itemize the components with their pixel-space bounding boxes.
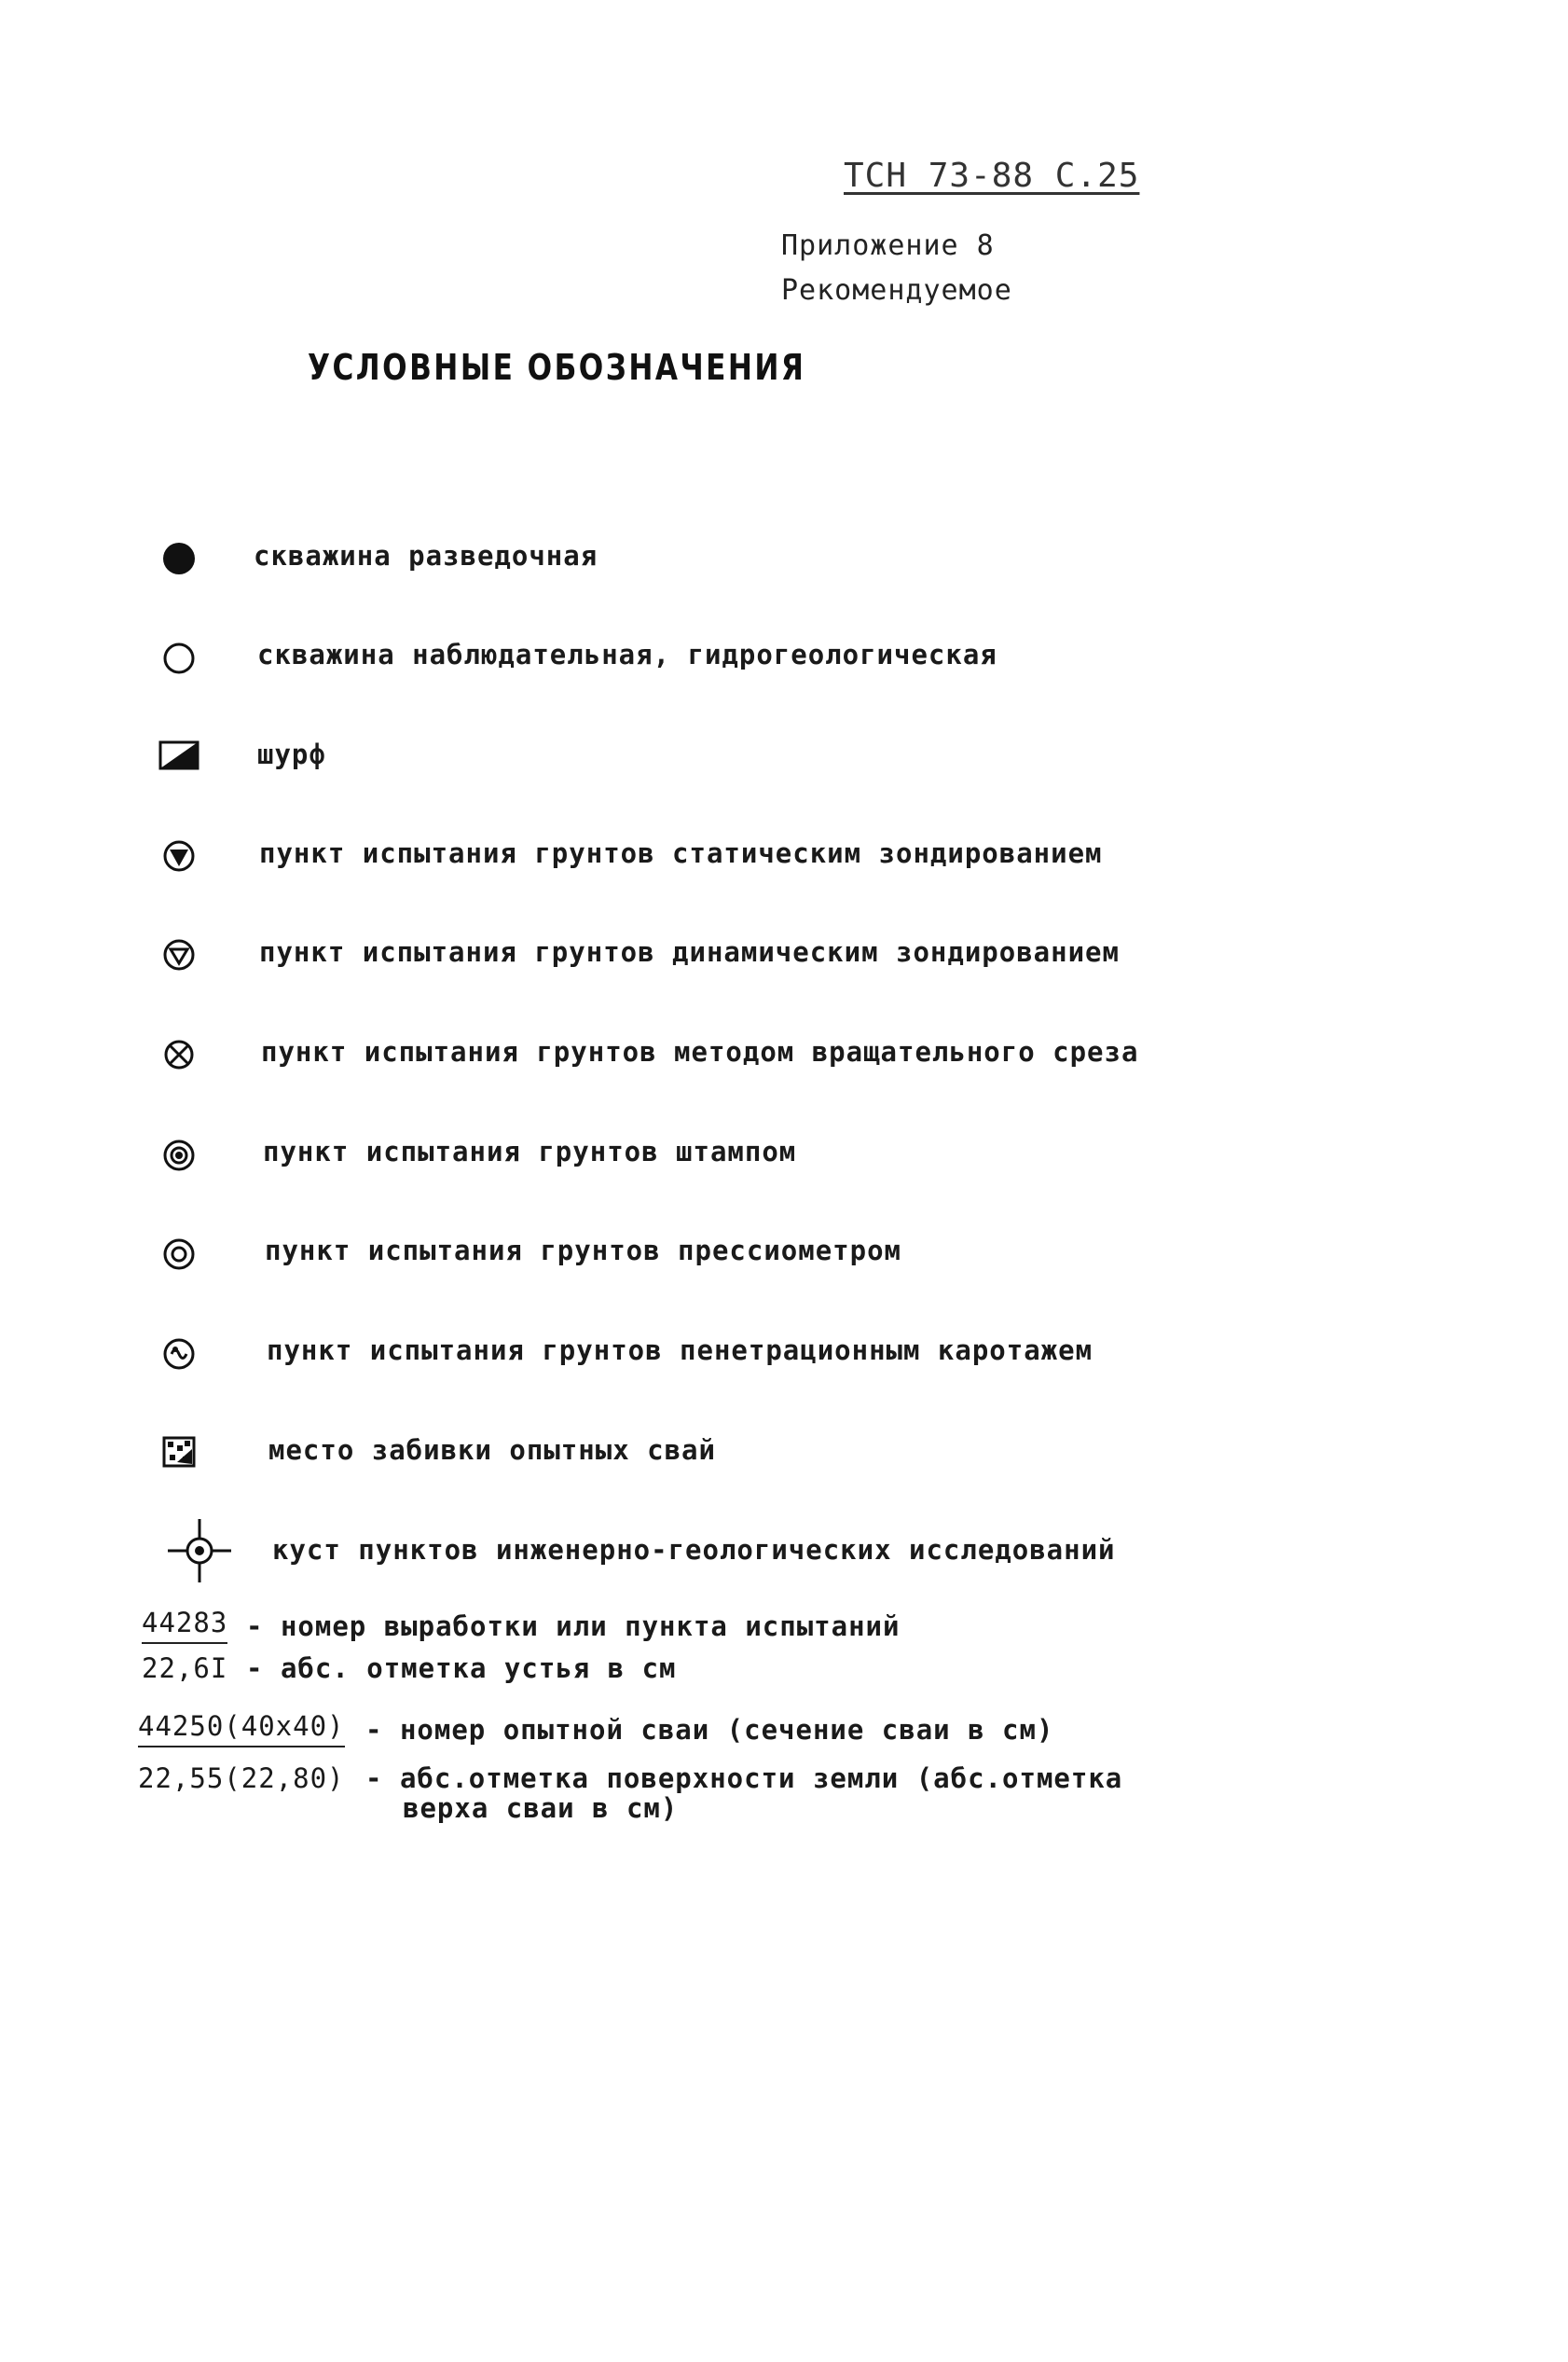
legend-label: пункт испытания грунтов прессиометром [265, 1235, 902, 1266]
fraction-top-value [138, 1710, 345, 1747]
rotary-shear-icon [157, 1030, 201, 1075]
mouth-elevation-desc: абс. отметка устья в см [280, 1652, 677, 1684]
legend-row [0, 1025, 1568, 1081]
legend-row [0, 1523, 1568, 1579]
fraction-bottom-value [138, 1762, 345, 1794]
cluster-icon [166, 1515, 233, 1586]
legend-row [0, 1423, 1568, 1479]
ground-elevation-desc-cont: верха сваи в см) [403, 1792, 679, 1824]
legend-label: пункт испытания грунтов методом вращательного среза [261, 1036, 1139, 1068]
ground-elevation: 22,55(22,80) [138, 1762, 345, 1794]
pit-icon [157, 733, 201, 778]
appendix-number: Приложение 8 [781, 229, 995, 262]
legend-row [0, 925, 1568, 981]
dash: - [246, 1610, 264, 1642]
dash: - [246, 1652, 264, 1684]
workings-number: 44283 [142, 1607, 227, 1644]
ground-elevation-desc: абс.отметка поверхности земли (абс.отметка [399, 1762, 1123, 1794]
legend-row [0, 529, 1568, 585]
fraction-description [246, 1610, 900, 1642]
legend-row [0, 628, 1568, 684]
static-sounding-icon [157, 832, 201, 877]
appendix-label [781, 224, 1012, 313]
legend-label: пункт испытания грунтов динамическим зондированием [259, 936, 1120, 968]
legend-label: пункт испытания грунтов статическим зондированием [259, 837, 1103, 869]
legend-label: пункт испытания грунтов пенетрационным каротажем [267, 1334, 1093, 1366]
legend-label: скважина разведочная [254, 540, 598, 572]
hollow-circle-icon [157, 633, 201, 678]
appendix-status: Рекомендуемое [781, 274, 1012, 307]
legend-row [0, 1223, 1568, 1279]
fraction-description [365, 1714, 1053, 1746]
stamp-test-icon [157, 1130, 201, 1175]
mouth-elevation: 22,6I [142, 1652, 228, 1684]
fraction-description [246, 1652, 677, 1684]
test-pile-number-desc: номер опытной сваи (сечение сваи в см) [399, 1714, 1054, 1746]
legend-row [0, 727, 1568, 783]
legend-label: шурф [257, 739, 326, 770]
page-title: УСЛОВНЫЕ ОБОЗНАЧЕНИЯ [308, 347, 806, 388]
dash: - [365, 1762, 383, 1794]
document-reference: ТСН 73-88 С.25 [844, 157, 1140, 195]
fraction-description-continued [403, 1792, 678, 1824]
legend-label: куст пунктов инженерно-геологических исследований [272, 1534, 1116, 1566]
legend-row [0, 826, 1568, 882]
penetration-logging-icon [157, 1329, 201, 1374]
legend-label: место забивки опытных свай [268, 1434, 716, 1466]
dynamic-sounding-icon [157, 931, 201, 975]
legend-row [0, 1323, 1568, 1379]
legend-label: пункт испытания грунтов штампом [263, 1136, 797, 1167]
legend-label: скважина наблюдательная, гидрогеологическая [257, 639, 997, 670]
test-piles-icon [157, 1429, 201, 1473]
test-pile-number: 44250(40x40) [138, 1710, 345, 1747]
legend-row [0, 1125, 1568, 1181]
workings-number-desc: номер выработки или пункта испытаний [280, 1610, 901, 1642]
filled-circle-icon [157, 534, 201, 579]
pressuremeter-icon [157, 1229, 201, 1274]
fraction-bottom-value [142, 1652, 227, 1684]
fraction-description [365, 1762, 1122, 1794]
dash: - [365, 1714, 383, 1746]
fraction-top-value [142, 1607, 227, 1644]
